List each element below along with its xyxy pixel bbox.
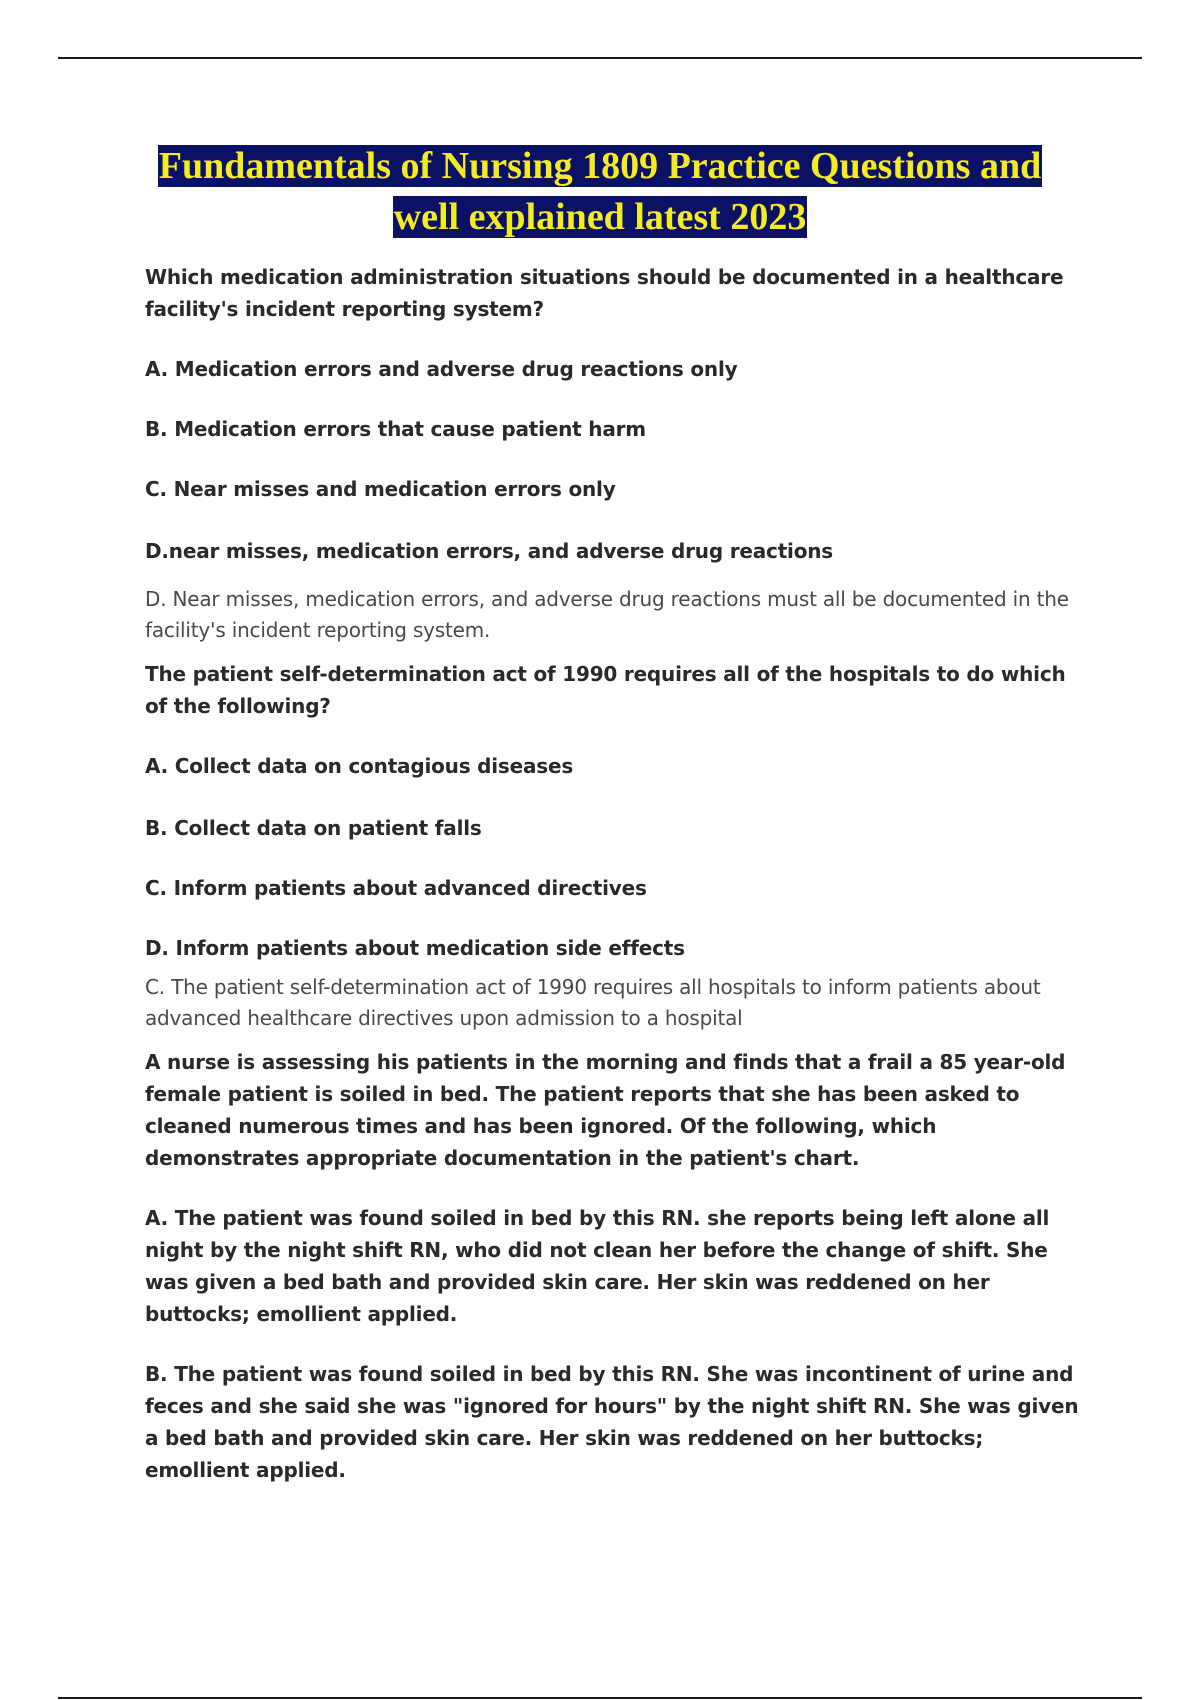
question-1-option-b: B. Medication errors that cause patient harm [145, 417, 646, 441]
title-line-2: well explained latest 2023 [393, 196, 807, 238]
question-3-text: A nurse is assessing his patients in the morning and finds that a frail a 85 year-old female patient is soiled in bed. The patient reports that she has been asked to cleaned numerous times and has been ignored. Of the following, which demonstrates appropriate documentation in the patient's chart. [145, 1050, 1066, 1170]
top-rule [58, 57, 1142, 59]
question-2-text: The patient self-determination act of 1990 requires all of the hospitals to do which of the following? [145, 662, 1066, 718]
question-1-option-a: A. Medication errors and adverse drug reactions only [145, 357, 738, 381]
document-title [120, 141, 1080, 243]
question-1-option-c: C. Near misses and medication errors only [145, 477, 616, 501]
question-3-option-b: B. The patient was found soiled in bed by this RN. She was incontinent of urine and feces and she said she was "ignored for hours" by the night shift RN. She was given a bed bath and provided skin care. Her skin was reddened on her buttocks; emollient applied. [145, 1362, 1079, 1482]
question-2-option-b: B. Collect data on patient falls [145, 816, 482, 840]
question-1-text: Which medication administration situations should be documented in a healthcare facility's incident reporting system? [145, 265, 1064, 321]
question-content [145, 261, 1090, 1486]
title-line-1: Fundamentals of Nursing 1809 Practice Questions and [158, 145, 1042, 187]
question-2-option-c: C. Inform patients about advanced directives [145, 876, 647, 900]
bottom-rule [58, 1697, 1142, 1699]
question-3-option-a: A. The patient was found soiled in bed by this RN. she reports being left alone all night by the night shift RN, who did not clean her before the change of shift. She was given a bed bath and provided skin care. Her skin was reddened on her buttocks; emollient applied. [145, 1206, 1050, 1326]
question-1-answer: D. Near misses, medication errors, and adverse drug reactions must all be documented in the facility's incident reporting system. [145, 587, 1069, 642]
question-2-answer: C. The patient self-determination act of 1990 requires all hospitals to inform patients about advanced healthcare directives upon admission to a hospital [145, 975, 1041, 1030]
question-2-option-a: A. Collect data on contagious diseases [145, 754, 574, 778]
question-2-option-d: D. Inform patients about medication side effects [145, 936, 685, 960]
question-1-option-d: D.near misses, medication errors, and adverse drug reactions [145, 539, 834, 563]
